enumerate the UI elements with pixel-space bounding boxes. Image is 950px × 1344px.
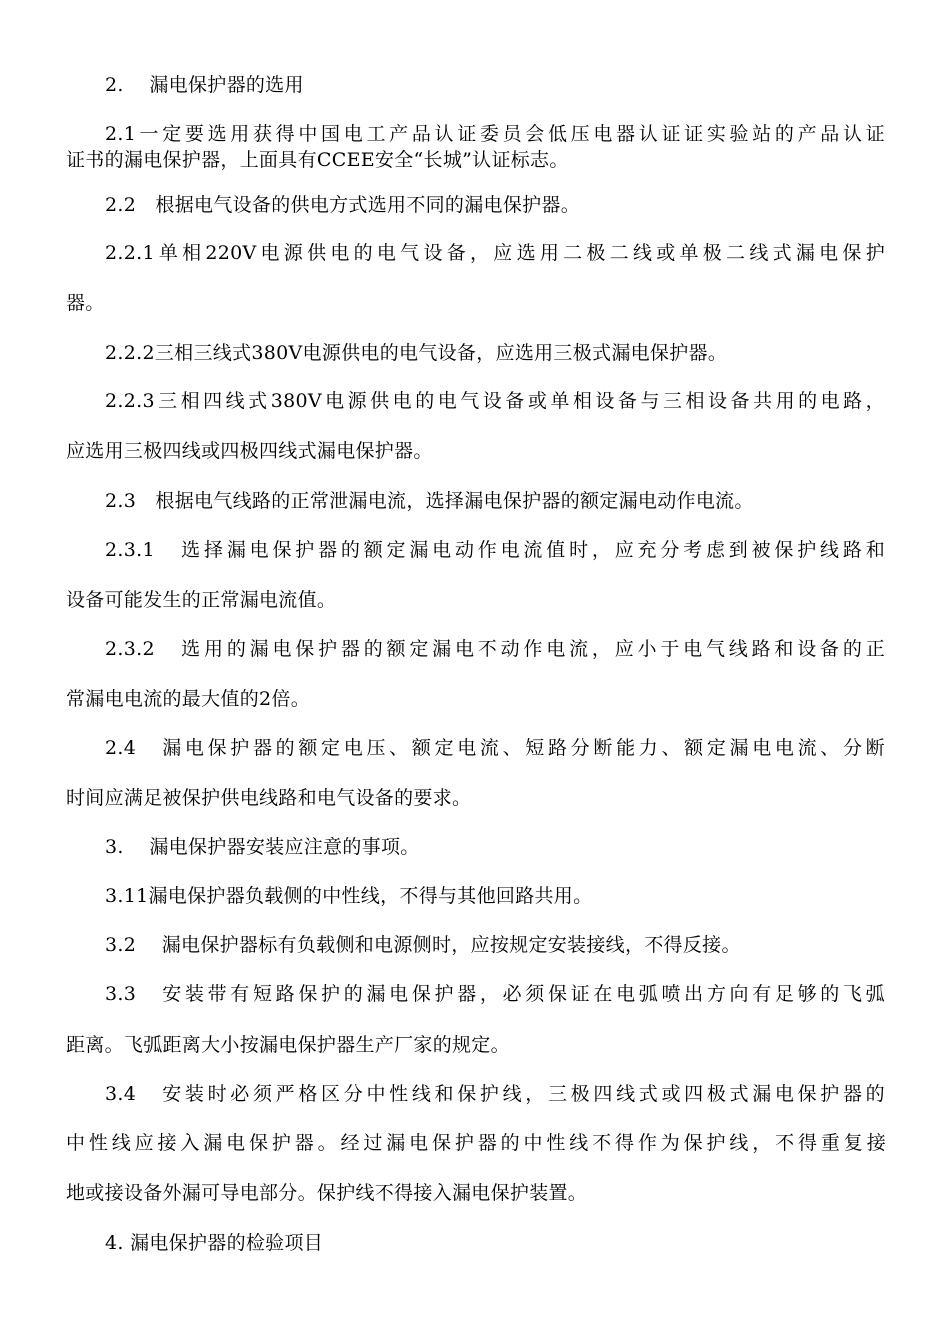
paragraph-3-3-line-1: 3.3 安装带有短路保护的漏电保护器，必须保证在电弧喷出方向有足够的飞弧 [105, 983, 885, 1005]
paragraph-3-2: 3.2 漏电保护器标有负载侧和电源侧时，应按规定安装接线，不得反接。 [105, 934, 741, 956]
paragraph-3-4-line-1: 3.4 安装时必须严格区分中性线和保护线，三极四线式或四极式漏电保护器的 [105, 1083, 885, 1105]
paragraph-2-3-1-line-2: 设备可能发生的正常漏电流值。 [66, 589, 337, 611]
paragraph-3-4-line-2: 中性线应接入漏电保护器。经过漏电保护器的中性线不得作为保护线，不得重复接 [66, 1132, 886, 1154]
paragraph-3-11: 3.11漏电保护器负载侧的中性线，不得与其他回路共用。 [105, 885, 593, 907]
heading-4: 4. 漏电保护器的检验项目 [105, 1232, 324, 1254]
heading-3: 3. 漏电保护器安装应注意的事项。 [105, 836, 420, 858]
paragraph-2-3-1-line-1: 2.3.1 选择漏电保护器的额定漏电动作电流值时，应充分考虑到被保护线路和 [105, 539, 885, 561]
paragraph-2-2-3-line-2: 应选用三极四线或四极四线式漏电保护器。 [66, 440, 433, 462]
paragraph-2-2-3-line-1: 2.2.3三相四线式380V电源供电的电气设备或单相设备与三相设备共用的电路， [105, 390, 885, 412]
paragraph-2-2-1-line-1: 2.2.1单相220V电源供电的电气设备，应选用二极二线或单极二线式漏电保护 [105, 242, 885, 264]
paragraph-2-3-2-line-1: 2.3.2 选用的漏电保护器的额定漏电不动作电流，应小于电气线路和设备的正 [105, 638, 885, 660]
paragraph-2-2-1-line-2: 器。 [66, 292, 105, 314]
paragraph-2-1-line-1: 2.1一定要选用获得中国电工产品认证委员会低压电器认证证实验站的产品认证 [105, 123, 885, 145]
paragraph-3-3-line-2: 距离。飞弧距离大小按漏电保护器生产厂家的规定。 [66, 1034, 510, 1056]
paragraph-2-4-line-1: 2.4 漏电保护器的额定电压、额定电流、短路分断能力、额定漏电电流、分断 [105, 737, 885, 759]
paragraph-2-3: 2.3 根据电气线路的正常泄漏电流，选择漏电保护器的额定漏电动作电流。 [105, 490, 754, 512]
paragraph-2-1-line-2: 证书的漏电保护器，上面具有CCEE安全“长城”认证标志。 [66, 149, 569, 171]
paragraph-2-3-2-line-2: 常漏电电流的最大值的2倍。 [66, 688, 310, 710]
paragraph-3-4-line-3: 地或接设备外漏可导电部分。保护线不得接入漏电保护装置。 [66, 1182, 588, 1204]
paragraph-2-2-2: 2.2.2三相三线式380V电源供电的电气设备，应选用三极式漏电保护器。 [105, 342, 728, 364]
heading-2: 2. 漏电保护器的选用 [105, 74, 304, 96]
paragraph-2-4-line-2: 时间应满足被保护供电线路和电气设备的要求。 [66, 787, 472, 809]
paragraph-2-2: 2.2 根据电气设备的供电方式选用不同的漏电保护器。 [105, 194, 581, 216]
